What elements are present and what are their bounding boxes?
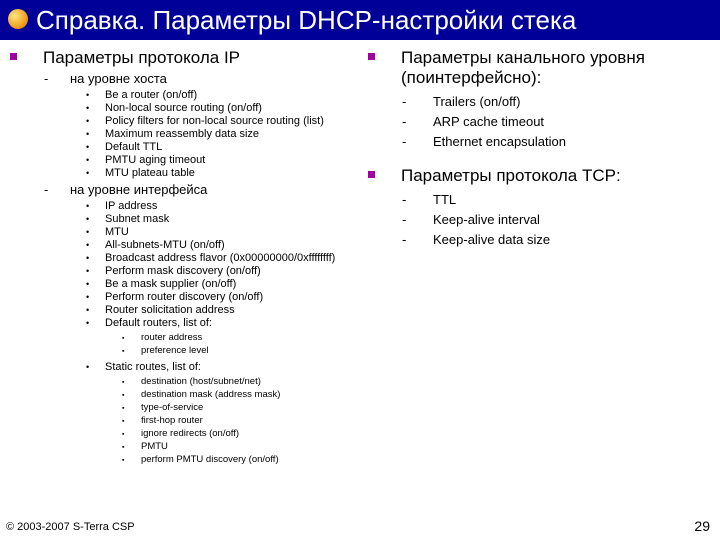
tcp-params-heading-text: Параметры протокола TCP:	[401, 166, 621, 185]
small-square-bullet-icon	[122, 376, 141, 389]
sub-list-item	[122, 454, 355, 467]
small-square-bullet-icon	[122, 389, 141, 402]
list-item	[86, 239, 355, 252]
sub-list-item-text: router address	[141, 332, 203, 343]
sub-list-item-text: preference level	[141, 345, 209, 356]
list-item	[86, 291, 355, 304]
dot-bullet-icon	[86, 213, 105, 226]
dot-bullet-icon	[86, 252, 105, 265]
sub-list-item-text: PMTU	[141, 441, 168, 452]
list-item	[86, 317, 355, 330]
list-item-text: Policy filters for non-local source routing (list)	[105, 115, 324, 127]
list-item-text: Perform mask discovery (on/off)	[105, 265, 261, 277]
sub-list-item	[122, 376, 355, 389]
sub-list-item-text: ignore redirects (on/off)	[141, 428, 240, 439]
list-item	[86, 213, 355, 226]
title-bullet-icon	[8, 9, 28, 29]
list-item	[402, 92, 713, 112]
list-item	[86, 226, 355, 239]
small-square-bullet-icon	[122, 441, 141, 454]
host-level-heading	[44, 71, 355, 87]
link-params-heading	[368, 48, 713, 88]
list-item	[86, 361, 355, 374]
list-item-text: Be a router (on/off)	[105, 89, 198, 101]
dot-bullet-icon	[86, 115, 105, 128]
list-item	[402, 190, 713, 210]
sub-list-item-text: perform PMTU discovery (on/off)	[141, 454, 279, 465]
small-square-bullet-icon	[122, 332, 141, 345]
list-item	[86, 167, 355, 180]
sub-list-item	[122, 441, 355, 454]
list-item-text: IP address	[105, 200, 158, 212]
dot-bullet-icon	[86, 278, 105, 291]
list-item-text: All-subnets-MTU (on/off)	[105, 239, 225, 251]
link-params-heading-text: Параметры канального уровня (поинтерфейсно):	[401, 48, 645, 87]
sub-list-item	[122, 332, 355, 345]
list-item	[86, 154, 355, 167]
slide-title: Справка. Параметры DHCP-настройки стека	[36, 5, 577, 35]
list-item	[86, 304, 355, 317]
sub-list-item	[122, 428, 355, 441]
dot-bullet-icon	[86, 89, 105, 102]
list-item-text: Maximum reassembly data size	[105, 128, 260, 140]
dash-bullet: -	[44, 71, 49, 86]
static-routes-list	[10, 361, 355, 374]
sub-list-item	[122, 389, 355, 402]
list-item	[402, 132, 713, 152]
list-item	[86, 278, 355, 291]
dash-bullet: -	[402, 134, 407, 149]
interface-level-text: на уровне интерфейса	[70, 182, 208, 197]
list-item	[86, 200, 355, 213]
list-item-text: Trailers (on/off)	[433, 94, 521, 109]
host-level-text: на уровне хоста	[70, 71, 167, 86]
square-bullet-icon	[10, 53, 17, 60]
small-square-bullet-icon	[122, 345, 141, 358]
dot-bullet-icon	[86, 102, 105, 115]
sub-list-item-text: type-of-service	[141, 402, 204, 413]
sub-list-item	[122, 415, 355, 428]
ip-params-heading-text: Параметры протокола IP	[43, 48, 241, 67]
list-item	[86, 128, 355, 141]
dot-bullet-icon	[86, 226, 105, 239]
list-item	[402, 210, 713, 230]
list-item-text: Keep-alive interval	[433, 212, 540, 227]
list-item-text: Be a mask supplier (on/off)	[105, 278, 237, 290]
small-square-bullet-icon	[122, 428, 141, 441]
list-item-text: Default routers, list of:	[105, 317, 212, 329]
list-item	[86, 141, 355, 154]
list-item-text: MTU plateau table	[105, 167, 195, 179]
list-item	[86, 89, 355, 102]
list-item-text: Non-local source routing (on/off)	[105, 102, 262, 114]
interface-level-heading	[44, 182, 355, 198]
right-column	[368, 48, 713, 250]
list-item	[86, 265, 355, 278]
list-item-text: TTL	[433, 192, 457, 207]
list-item-text: Subnet mask	[105, 213, 170, 225]
dash-bullet: -	[402, 212, 407, 227]
ip-params-heading	[10, 48, 355, 68]
dot-bullet-icon	[86, 317, 105, 330]
dot-bullet-icon	[86, 154, 105, 167]
dash-bullet: -	[402, 114, 407, 129]
sub-list-item	[122, 402, 355, 415]
host-params-list	[10, 89, 355, 180]
list-item-text: Static routes, list of:	[105, 361, 201, 373]
dot-bullet-icon	[86, 167, 105, 180]
dot-bullet-icon	[86, 361, 105, 374]
dot-bullet-icon	[86, 265, 105, 278]
title-bar	[0, 0, 720, 40]
dot-bullet-icon	[86, 291, 105, 304]
left-column	[10, 48, 355, 470]
square-bullet-icon	[368, 53, 375, 60]
list-item-text: Perform router discovery (on/off)	[105, 291, 264, 303]
list-item-text: MTU	[105, 226, 129, 238]
default-routers-sublist	[10, 332, 355, 358]
dot-bullet-icon	[86, 304, 105, 317]
dot-bullet-icon	[86, 128, 105, 141]
tcp-params-heading	[368, 166, 713, 186]
sub-list-item-text: first-hop router	[141, 415, 203, 426]
list-item-text: Broadcast address flavor (0x00000000/0xffffffff)	[105, 252, 336, 264]
dash-bullet: -	[402, 192, 407, 207]
list-item-text: ARP cache timeout	[433, 114, 545, 129]
dash-bullet: -	[402, 94, 407, 109]
copyright-footer: © 2003-2007 S-Terra CSP	[6, 521, 135, 533]
list-item-text: Router solicitation address	[105, 304, 235, 316]
interface-params-list	[10, 200, 355, 330]
sub-list-item	[122, 345, 355, 358]
link-params-list	[368, 92, 713, 152]
dot-bullet-icon	[86, 239, 105, 252]
list-item	[402, 230, 713, 250]
square-bullet-icon	[368, 171, 375, 178]
dash-bullet: -	[44, 182, 49, 197]
list-item	[86, 102, 355, 115]
list-item	[86, 252, 355, 265]
dash-bullet: -	[402, 232, 407, 247]
list-item-text: Ethernet encapsulation	[433, 134, 566, 149]
list-item-text: Keep-alive data size	[433, 232, 551, 247]
dot-bullet-icon	[86, 141, 105, 154]
small-square-bullet-icon	[122, 402, 141, 415]
tcp-params-list	[368, 190, 713, 250]
list-item	[402, 112, 713, 132]
page-number: 29	[694, 518, 710, 534]
list-item	[86, 115, 355, 128]
list-item-text: Default TTL	[105, 141, 163, 153]
small-square-bullet-icon	[122, 454, 141, 467]
sub-list-item-text: destination (host/subnet/net)	[141, 376, 261, 387]
small-square-bullet-icon	[122, 415, 141, 428]
list-item-text: PMTU aging timeout	[105, 154, 206, 166]
static-routes-sublist	[10, 376, 355, 467]
dot-bullet-icon	[86, 200, 105, 213]
sub-list-item-text: destination mask (address mask)	[141, 389, 281, 400]
